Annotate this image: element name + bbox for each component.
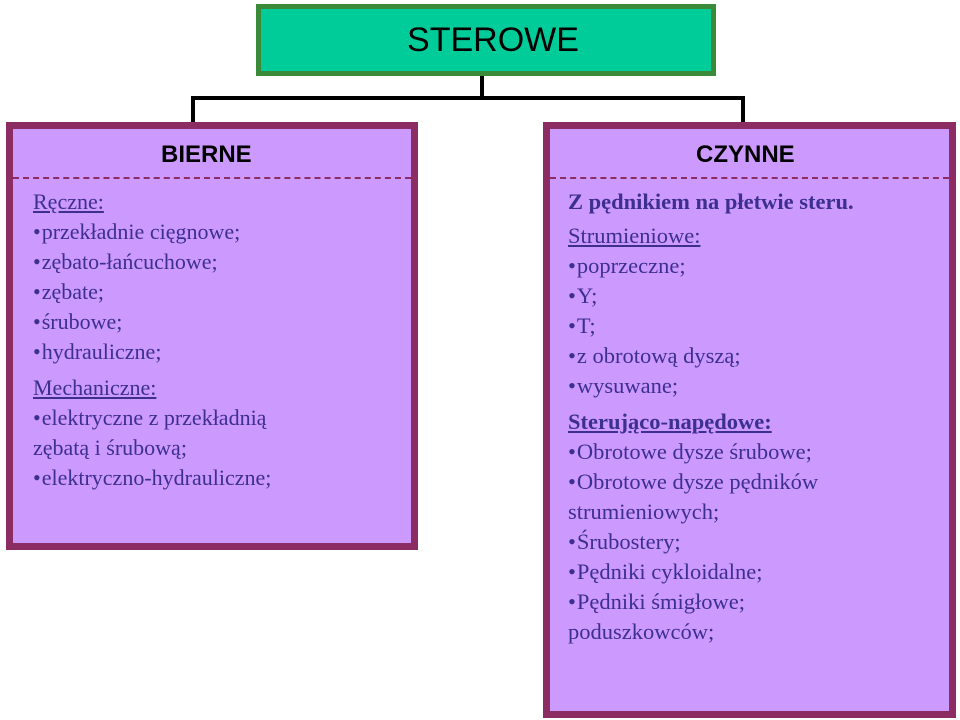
title-box (256, 4, 716, 76)
group-heading-steering-propulsion: Sterująco-napędowe: (568, 409, 772, 434)
list-item: • Pędniki cykloidalne; (568, 557, 941, 587)
list-item: • Pędniki śmigłowe; (568, 587, 941, 617)
active-subtitle: Z pędnikiem na płetwie steru. (568, 189, 854, 214)
passive-header: BIERNE (161, 141, 252, 168)
list-item: • Śrubostery; (568, 527, 941, 557)
list-item: • Obrotowe dysze pędników (568, 467, 941, 497)
group-heading-jet: Strumieniowe: (568, 223, 701, 248)
active-panel (543, 122, 956, 718)
connector-right-drop (741, 96, 745, 124)
connector-horizontal (191, 96, 745, 100)
list-item: • śrubowe; (33, 307, 403, 337)
list-item: • elektryczno-hydrauliczne; (33, 463, 403, 493)
group-heading-manual: Ręczne: (33, 189, 104, 214)
list-item-continuation: strumieniowych; (568, 499, 720, 524)
list-item: • przekładnie cięgnowe; (33, 217, 403, 247)
list-item: • z obrotową dyszą; (568, 341, 941, 371)
group-heading-mechanical: Mechaniczne: (33, 375, 157, 400)
header-divider (13, 177, 411, 179)
list-item: • zębate; (33, 277, 403, 307)
list-item: • wysuwane; (568, 371, 941, 401)
list-item: • elektryczne z przekładnią (33, 403, 403, 433)
list-item-continuation: zębatą i śrubową; (33, 435, 187, 460)
list-item-continuation: poduszkowców; (568, 619, 715, 644)
list-item: • zębato-łańcuchowe; (33, 247, 403, 277)
connector-vertical-top (480, 76, 484, 98)
list-item: • T; (568, 311, 941, 341)
list-item: • poprzeczne; (568, 251, 941, 281)
list-item: • Obrotowe dysze śrubowe; (568, 437, 941, 467)
passive-content (33, 187, 403, 493)
active-header: CZYNNE (696, 141, 795, 168)
active-content (568, 187, 941, 647)
connector-left-drop (191, 96, 195, 124)
list-item: • Y; (568, 281, 941, 311)
header-divider (550, 177, 949, 179)
passive-panel (6, 122, 418, 550)
list-item: • hydrauliczne; (33, 337, 403, 367)
diagram-title: STEROWE (407, 20, 579, 59)
